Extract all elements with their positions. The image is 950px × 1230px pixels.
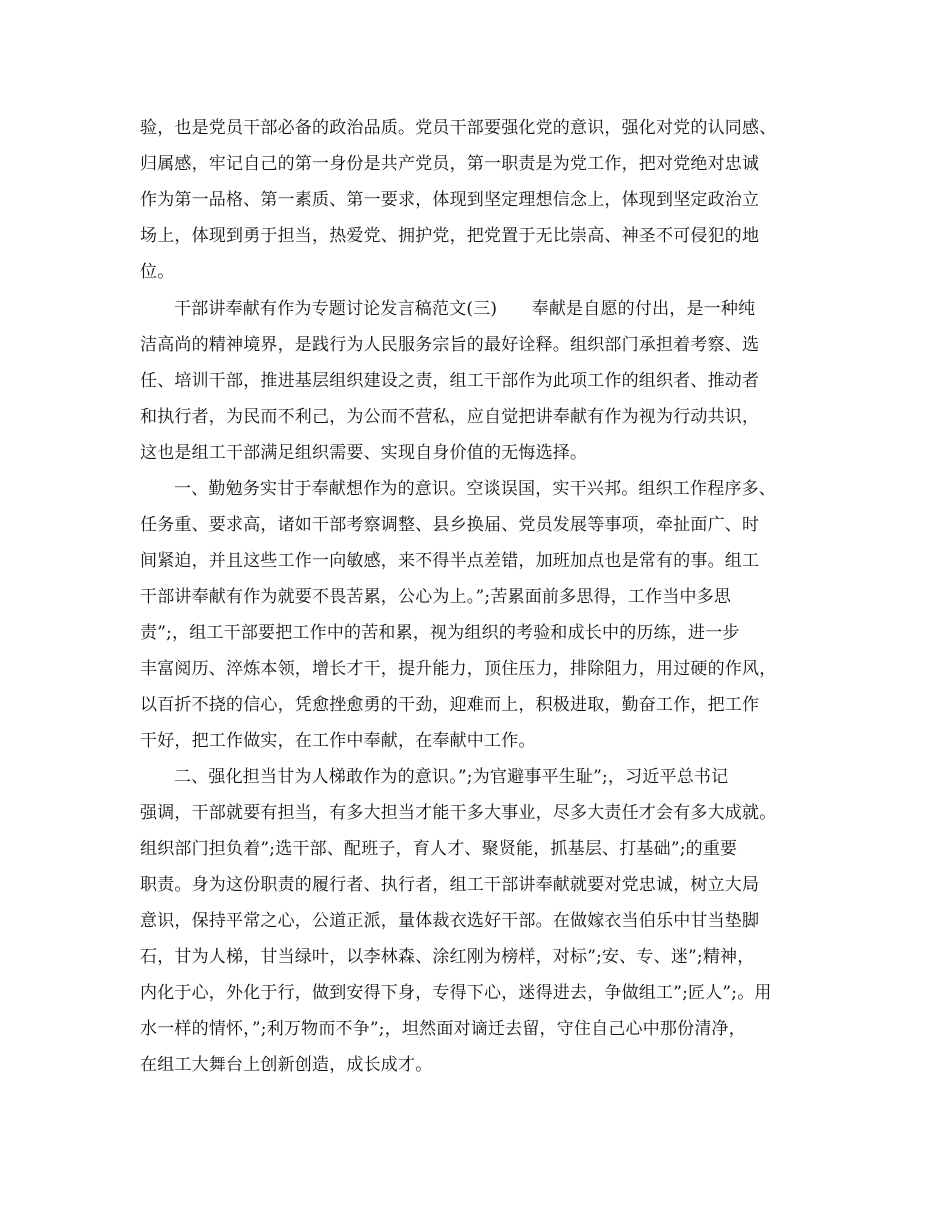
text-line: 和执行者，为民而不利己，为公而不营私，应自觉把讲奉献有作为视为行动共识， [140,407,760,427]
text-line: 间紧迫，并且这些工作一向敏感，来不得半点差错，加班加点也是常有的事。组工 [140,551,760,571]
text-line: 组织部门担负着”;选干部、配班子，育人才、聚贤能，抓基层、打基础”;的重要 [140,839,738,859]
text-line: 在组工大舞台上创新创造，成长成才。 [140,1055,433,1075]
text-line: 以百折不挠的信心，凭愈挫愈勇的干劲，迎难而上，积极进取，勤奋工作，把工作 [140,695,760,715]
text-line: 强调，干部就要有担当，有多大担当才能干多大事业，尽多大责任才会有多大成就。 [140,803,777,823]
text-line: 干部讲奉献有作为专题讨论发言稿范文(三) 奉献是自愿的付出，是一种纯 [174,299,756,319]
text-line: 二、强化担当甘为人梯敢作为的意识。”;为官避事平生耻”;，习近平总书记 [174,767,729,787]
text-line: 内化于心，外化于行，做到安得下身，专得下心，迷得进去，争做组工”;匠人”;。用 [140,983,772,1003]
text-line: 任、培训干部，推进基层组织建设之责，组工干部作为此项工作的组织者、推动者 [140,371,760,391]
text-line: 职责。身为这份职责的履行者、执行者，组工干部讲奉献就要对党忠诚，树立大局 [140,875,760,895]
text-line: 责”;，组工干部要把工作中的苦和累，视为组织的考验和成长中的历练，进一步 [140,623,740,643]
text-line: 作为第一品格、第一素质、第一要求，体现到坚定理想信念上，体现到坚定政治立 [140,190,760,210]
text-line: 水一样的情怀，”;利万物而不争”;，坦然面对谪迁去留，守住自己心中那份清净， [140,1019,746,1039]
text-line: 石，甘为人梯，甘当绿叶，以李林森、涂红刚为榜样，对标”;安、专、迷”;精神， [140,947,755,967]
text-line: 干好，把工作做实，在工作中奉献，在奉献中工作。 [140,731,536,751]
text-line: 意识，保持平常之心，公道正派，量体裁衣选好干部。在做嫁衣当伯乐中甘当垫脚 [140,911,760,931]
text-line: 一、勤勉务实甘于奉献想作为的意识。空谈误国，实干兴邦。组织工作程序多、 [174,479,776,499]
text-line: 这也是组工干部满足组织需要、实现自身价值的无悔选择。 [140,443,588,463]
text-line: 洁高尚的精神境界，是践行为人民服务宗旨的最好诠释。组织部门承担着考察、选 [140,335,760,355]
text-line: 丰富阅历、淬炼本领，增长才干，提升能力，顶住压力，排除阻力，用过硬的作风， [140,659,777,679]
text-line: 场上，体现到勇于担当，热爱党、拥护党，把党置于无比崇高、神圣不可侵犯的地 [140,226,760,246]
text-line: 干部讲奉献有作为就要不畏苦累，公心为上。”;苦累面前多思得，工作当中多思 [140,587,732,607]
text-line: 位。 [140,262,175,282]
text-line: 验，也是党员干部必备的政治品质。党员干部要强化党的意识，强化对党的认同感、 [140,118,777,138]
text-line: 归属感，牢记自己的第一身份是共产党员，第一职责是为党工作，把对党绝对忠诚 [140,154,760,174]
text-line: 任务重、要求高，诸如干部考察调整、县乡换届、党员发展等事项，牵扯面广、时 [140,515,760,535]
